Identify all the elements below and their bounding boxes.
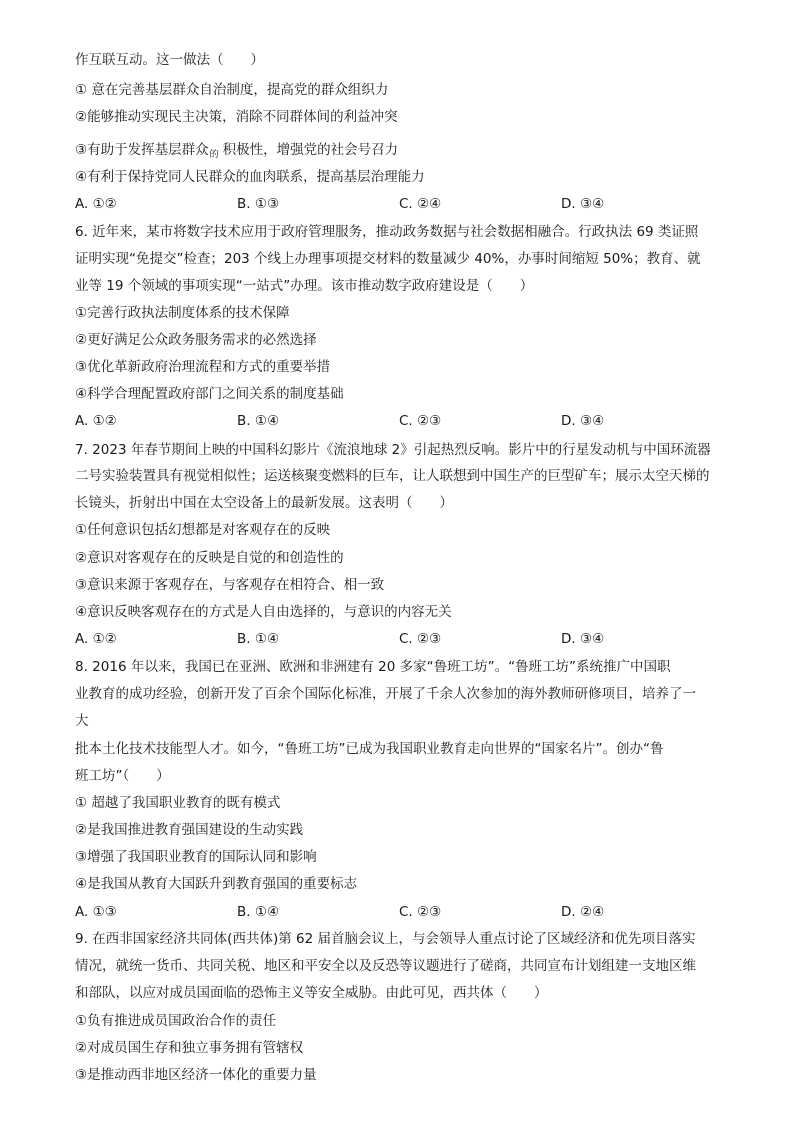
q8-option-b[interactable]: B. ①④: [237, 904, 280, 920]
q7-option-a[interactable]: A. ①②: [75, 631, 117, 647]
q8-option-a[interactable]: A. ①③: [75, 904, 117, 920]
q7-stem-line-2: 二号实验装置具有视觉相似性；运送核聚变燃料的巨车，让人联想到中国生产的巨型矿车；展示太空天梯的: [75, 468, 710, 484]
q5-statement-2: ②能够推动实现民主决策，消除不同群体间的利益冲突: [75, 109, 398, 125]
q5-statement-4: ④有利于保持党同人民群众的血肉联系，提高基层治理能力: [75, 169, 425, 185]
q6-stem-line-2: 证明实现“免提交”检查；203 个线上办理事项提交材料的数量减少 40%，办事时间缩短 50%；教育、就: [75, 251, 701, 267]
q5-statement-3-part2: 积极性，增强党的社会号召力: [222, 142, 399, 158]
q5-stem-end: 作互联互动。这一做法（ ）: [75, 52, 264, 68]
q8-statement-2: ②是我国推进教育强国建设的生动实践: [75, 822, 304, 838]
q7-option-b[interactable]: B. ①④: [237, 631, 280, 647]
q6-statement-4: ④科学合理配置政府部门之间关系的制度基础: [75, 386, 344, 402]
q5-option-d[interactable]: D. ③④: [561, 196, 605, 212]
q6-statement-1: ①完善行政执法制度体系的技术保障: [75, 305, 290, 321]
q6-stem-line-3: 业等 19 个领域的事项实现“一站式”办理。该市推动数字政府建设是（ ）: [75, 278, 534, 294]
q7-stem-line-1: 7. 2023 年春节期间上映的中国科幻影片《流浪地球 2》引起热烈反响。影片中的行星发动机与中国环流器: [75, 442, 711, 458]
q8-stem-line-4: 批本土化技术技能型人才。如今，“鲁班工坊”已成为我国职业教育走向世界的“国家名片”。创办“鲁: [75, 741, 664, 757]
q7-option-c[interactable]: C. ②③: [399, 631, 442, 647]
q7-statement-3: ③意识来源于客观存在，与客观存在相符合、相一致: [75, 577, 385, 593]
q5-statement-1: ① 意在完善基层群众自治制度，提高党的群众组织力: [75, 82, 389, 98]
q8-option-c[interactable]: C. ②③: [399, 904, 442, 920]
q6-stem-line-1: 6. 近年来，某市将数字技术应用于政府管理服务，推动政务数据与社会数据相融合。行政执法 69 类证照: [75, 224, 699, 240]
q5-superscript: 的: [209, 150, 219, 160]
q7-statement-2: ②意识对客观存在的反映是自觉的和创造性的: [75, 550, 344, 566]
q5-statement-3-part1: ③有助于发挥基层群众: [75, 142, 209, 158]
q5-option-c[interactable]: C. ②④: [399, 196, 442, 212]
q5-statement-3: [75, 140, 398, 160]
q9-stem-line-1: 9. 在西非国家经济共同体(西共体)第 62 届首脑会议上，与会领导人重点讨论了区域经济和优先项目落实: [75, 931, 696, 947]
q6-statement-3: ③优化革新政府治理流程和方式的重要举措: [75, 359, 331, 375]
q9-statement-3: ③是推动西非地区经济一体化的重要力量: [75, 1067, 317, 1083]
q8-stem-line-2: 业教育的成功经验，创新开发了百余个国际化标准，开展了千余人次参加的海外教师研修项目，培养了一: [75, 686, 696, 702]
q7-statement-1: ①任何意识包括幻想都是对客观存在的反映: [75, 522, 331, 538]
q6-option-c[interactable]: C. ②③: [399, 413, 442, 429]
q6-option-d[interactable]: D. ③④: [561, 413, 605, 429]
q9-stem-line-3: 和部队，以应对成员国面临的恐怖主义等安全威胁。由此可见，西共体（ ）: [75, 985, 548, 1001]
q7-stem-line-3: 长镜头，折射出中国在太空设备上的最新发展。这表明（ ）: [75, 495, 453, 511]
q6-option-b[interactable]: B. ①④: [237, 413, 280, 429]
q8-stem-line-1: 8. 2016 年以来，我国已在亚洲、欧洲和非洲建有 20 多家“鲁班工坊”。“鲁班工坊”系统推广中国职: [75, 659, 671, 675]
q5-option-a[interactable]: A. ①②: [75, 196, 117, 212]
q6-option-a[interactable]: A. ①②: [75, 413, 117, 429]
q9-stem-line-2: 情况，就统一货币、共同关税、地区和平安全以及反恐等议题进行了磋商，共同宣布计划组建一支地区维: [75, 958, 696, 974]
q5-option-b[interactable]: B. ①③: [237, 196, 280, 212]
q7-option-d[interactable]: D. ③④: [561, 631, 605, 647]
q8-statement-1: ① 超越了我国职业教育的既有模式: [75, 795, 281, 811]
q8-stem-line-3: 大: [75, 713, 89, 729]
q8-statement-4: ④是我国从教育大国跃升到教育强国的重要标志: [75, 876, 358, 892]
q7-statement-4: ④意识反映客观存在的方式是人自由选择的，与意识的内容无关: [75, 604, 452, 620]
q8-stem-line-5: 班工坊”（ ）: [75, 768, 170, 784]
q8-statement-3: ③增强了我国职业教育的国际认同和影响: [75, 849, 317, 865]
q6-statement-2: ②更好满足公众政务服务需求的必然选择: [75, 332, 317, 348]
q9-statement-1: ①负有推进成员国政治合作的责任: [75, 1013, 277, 1029]
q9-statement-2: ②对成员国生存和独立事务拥有管辖权: [75, 1040, 304, 1056]
q8-option-d[interactable]: D. ②④: [561, 904, 605, 920]
